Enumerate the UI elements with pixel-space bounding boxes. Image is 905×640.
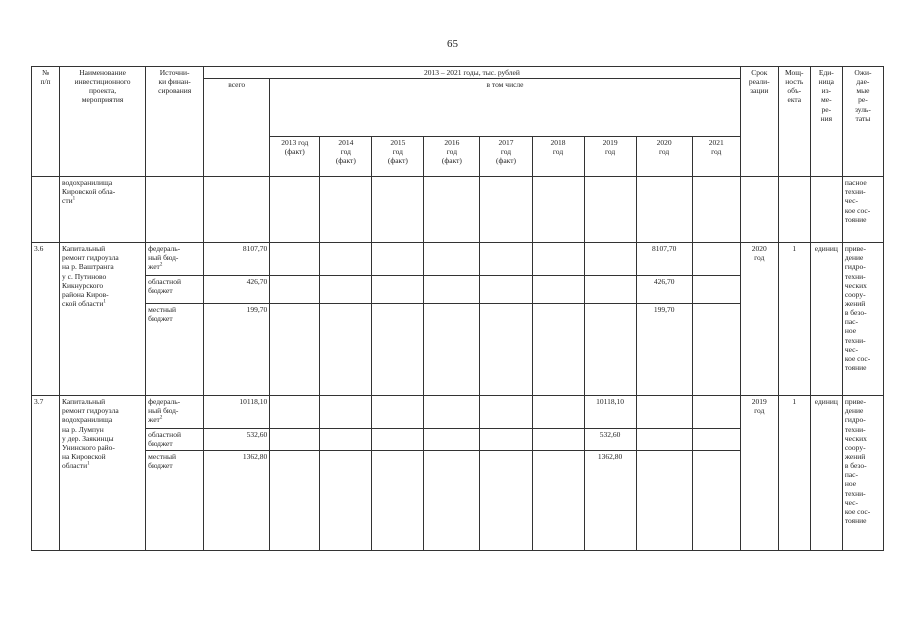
header-name: Наименование инвестиционного проекта, мероприятия [60,67,146,177]
header-num: № п/п [32,67,60,177]
header-capacity: Мощ- ность объ- екта [778,67,810,177]
header-unit: Еди- ница из- ме- ре- ния [810,67,842,177]
row-source: местный бюджет [146,304,204,396]
header-year: 2017 год (факт) [480,137,532,177]
page-number: 65 [447,38,458,50]
header-source: Источни- ки финан- сирования [146,67,204,177]
row-term: 2019 год [740,396,778,551]
row-capacity: 1 [778,243,810,396]
continuation-result: пасное техни- чес- кое сос- тояние [842,177,883,243]
header-period: 2013 – 2021 годы, тыс. рублей [204,67,741,79]
row-source: федераль- ный бюд- жет$^2$ [146,243,204,276]
row-capacity: 1 [778,396,810,551]
row-name: Капитальный ремонт гидроузла на р. Ваштранга у с. Путиново Кикнурского района Киров- ской области$^1$ [60,243,146,396]
header-year: 2014 год (факт) [320,137,372,177]
row-number: 3.6 [32,243,60,396]
row-term: 2020 год [740,243,778,396]
row-year-2019: 10118,10 [584,396,636,429]
row-result: приве- дение гидро- техни- ческих соору- жений в безо- пас- ное техни- чес- кое сос- тояние [842,396,883,551]
header-results: Ожи- дае- мые ре- зуль- таты [842,67,883,177]
table-row [32,177,884,243]
header-year: 2015 год (факт) [372,137,424,177]
row-total: 426,70 [204,276,270,304]
row-total: 199,70 [204,304,270,396]
header-year: 2016 год (факт) [424,137,480,177]
header-year: 2021 год [692,137,740,177]
row-source: областной бюджет [146,429,204,451]
row-total: 532,60 [204,429,270,451]
header-year: 2019 год [584,137,636,177]
row-number: 3.7 [32,396,60,551]
row-total: 8107,70 [204,243,270,276]
header-year: 2018 год [532,137,584,177]
header-year: 2013 год (факт) [270,137,320,177]
row-total: 10118,10 [204,396,270,429]
row-year-2020: 426,70 [636,276,692,304]
row-source: местный бюджет [146,451,204,551]
row-unit: единиц [810,396,842,551]
row-year-2020: 8107,70 [636,243,692,276]
row-source: областной бюджет [146,276,204,304]
header-including: в том числе [270,79,741,137]
header-term: Срок реали- зации [740,67,778,177]
row-name: Капитальный ремонт гидроузла водохранилища на р. Лумпун у дер. Заякинцы Унинского райо- на Кировской области$^1$ [60,396,146,551]
table-row [32,396,884,429]
row-year-2020: 199,70 [636,304,692,396]
row-total: 1362,80 [204,451,270,551]
investment-table [31,66,884,551]
row-source: федераль- ный бюд- жет$^2$ [146,396,204,429]
header-total: всего [204,79,270,177]
row-year-2019: 532,60 [584,429,636,451]
row-result: приве- дение гидро- техни- ческих соору- жений в безо- пас- ное техни- чес- кое сос- тояние [842,243,883,396]
row-year-2019: 1362,80 [584,451,636,551]
row-unit: единиц [810,243,842,396]
header-year: 2020 год [636,137,692,177]
table-row [32,243,884,276]
continuation-name: водохранилища Кировской обла- сти$^1$ [60,177,146,243]
